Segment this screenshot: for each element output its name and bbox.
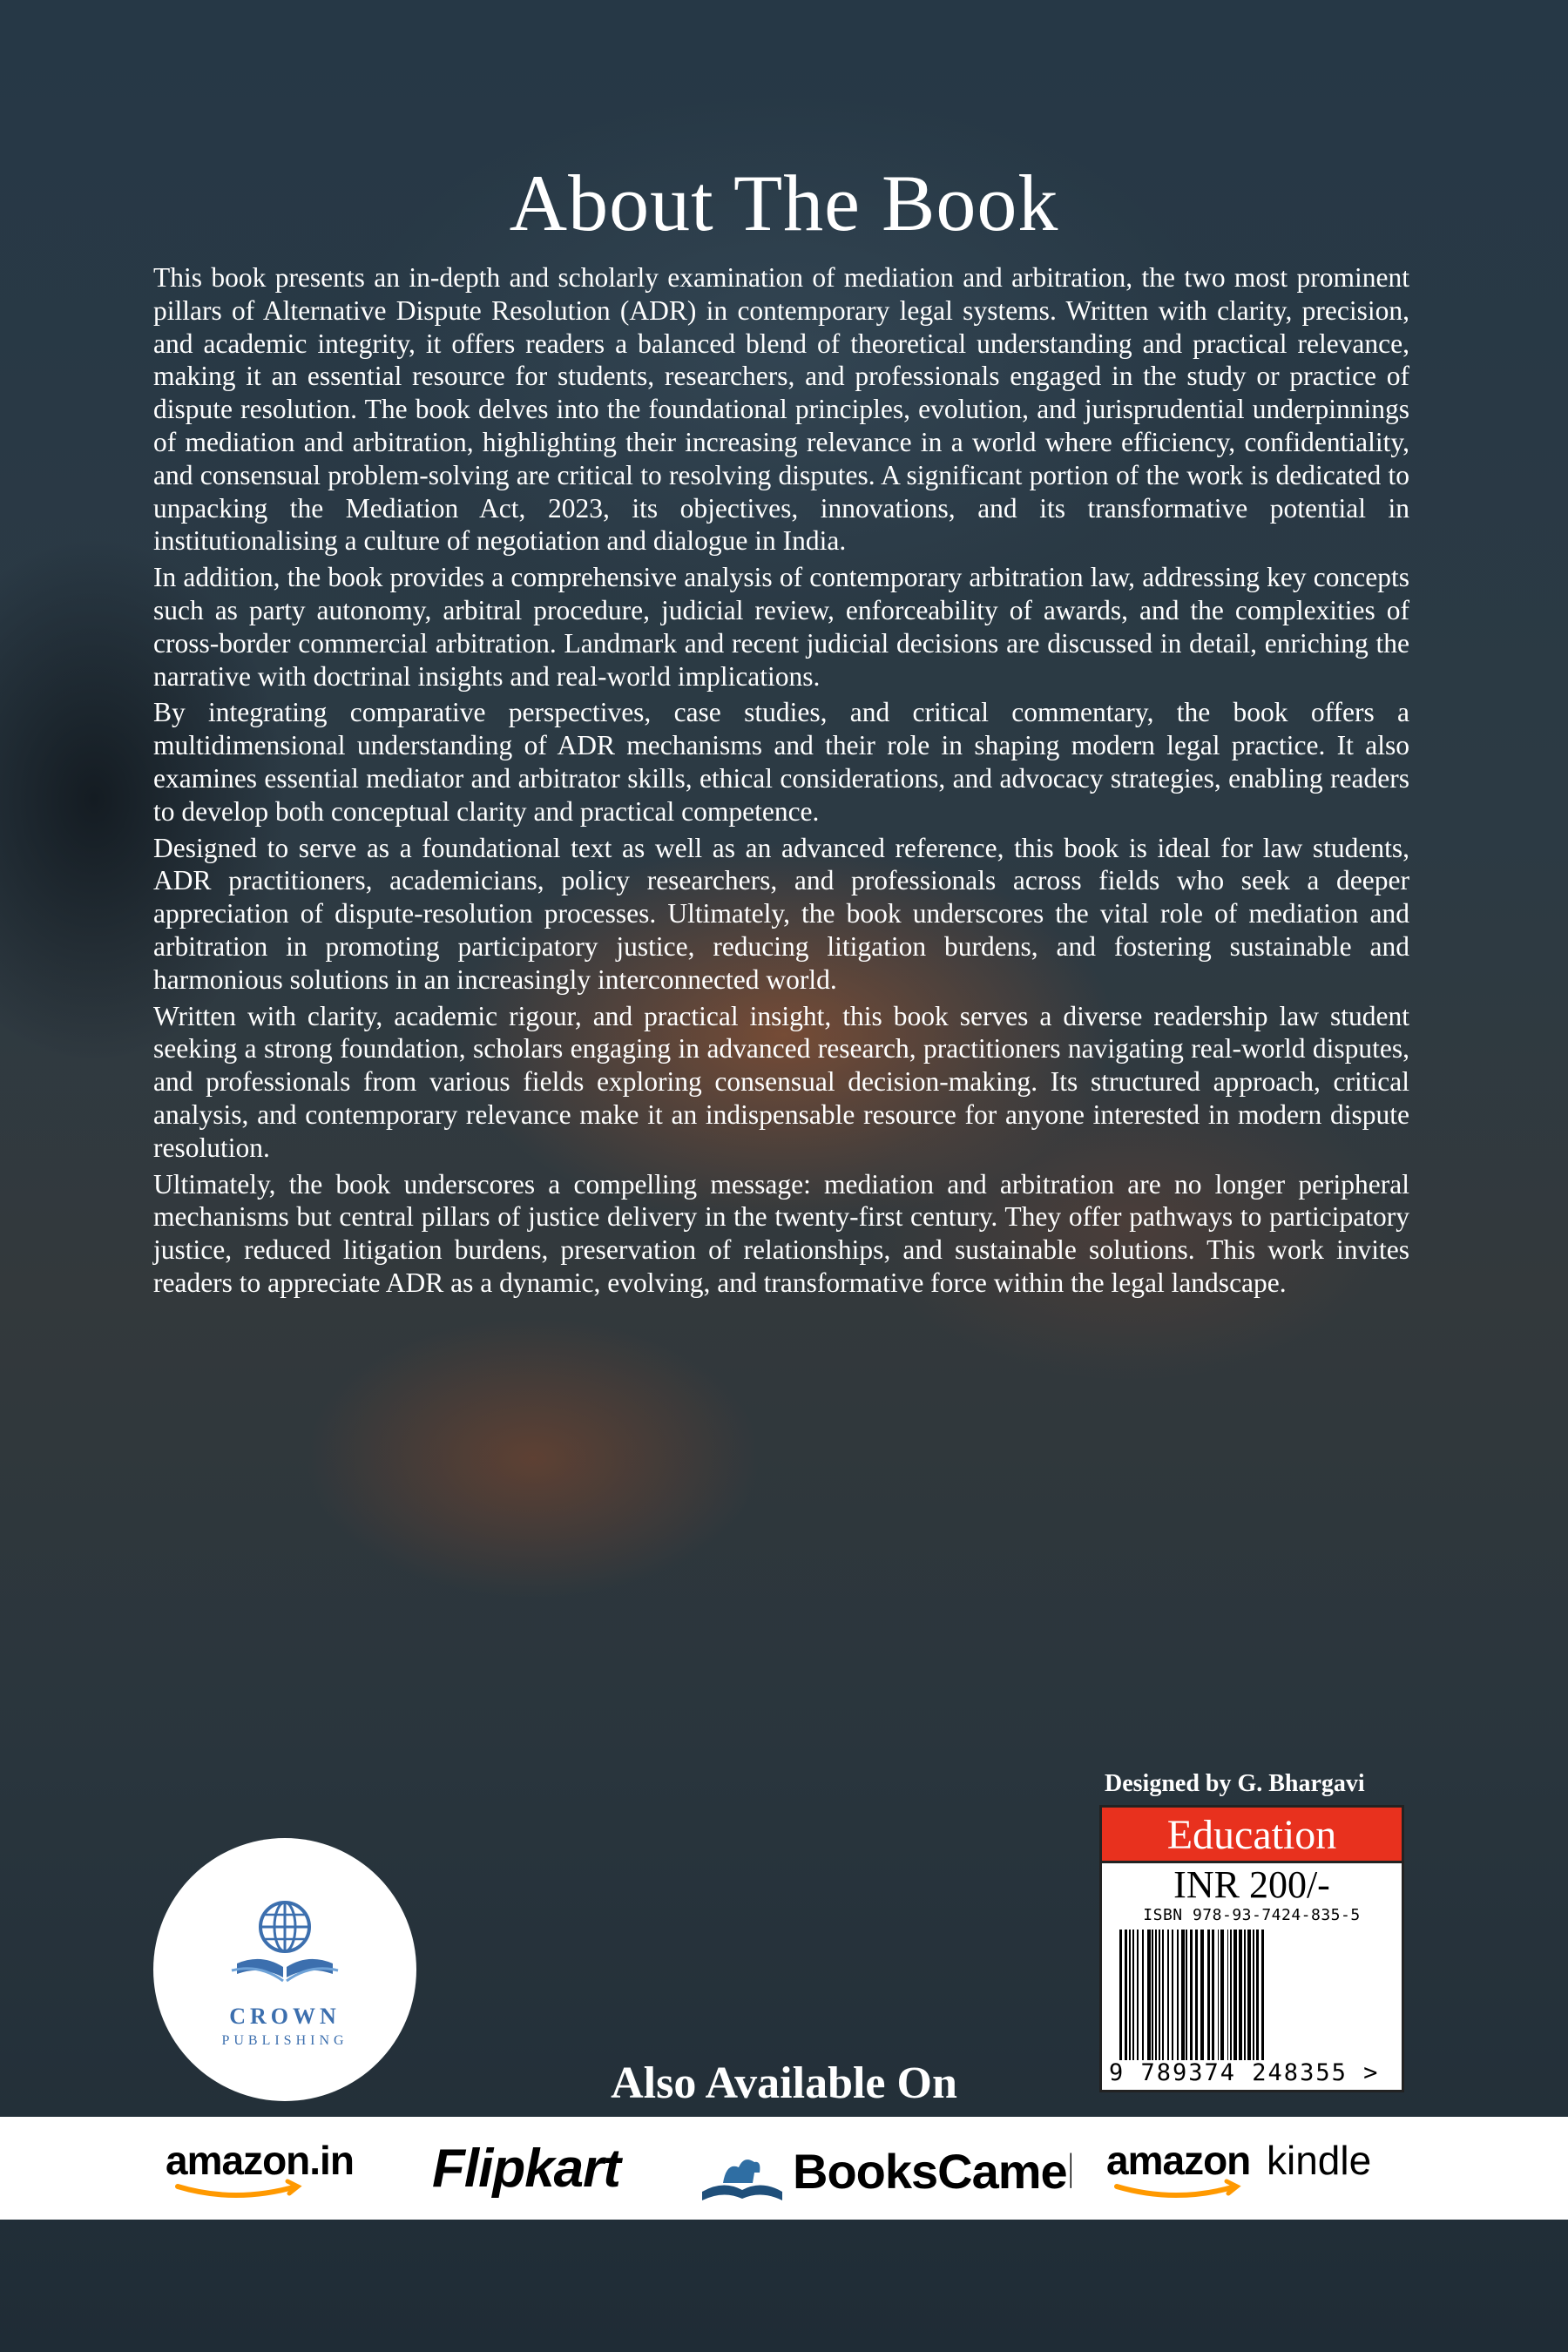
barcode-bar: [1220, 1930, 1224, 2060]
barcode-bar: [1137, 1930, 1139, 2060]
barcode-bar: [1253, 1930, 1254, 2060]
kindle-text: kindle: [1267, 2138, 1372, 2183]
amazon-in-text: amazon.in: [166, 2138, 354, 2183]
barcode-bar: [1261, 1930, 1264, 2060]
barcode-bar: [1132, 1930, 1134, 2060]
description-paragraph: By integrating comparative perspectives, case studies, and critical commentary, the book offers a multidimensional understanding of ADR mechanisms and their role in shaping modern legal practice. It also examines essential mediator and arbitrator skills, ethical considerations, and advocacy strategies, enabling readers to develop both conceptual clarity and practical competence.: [153, 697, 1409, 827]
barcode-bar: [1142, 1930, 1144, 2060]
publisher-name: CROWN: [229, 2004, 341, 2029]
flipkart-logo[interactable]: [432, 2117, 659, 2220]
price-isbn-box: [1099, 1805, 1404, 2092]
barcode-bar: [1172, 1930, 1173, 2060]
barcode-bar: [1186, 1930, 1187, 2060]
barcode-bar: [1195, 1930, 1198, 2060]
barcode-bar: [1207, 1930, 1210, 2060]
store-logos-bar: [0, 2117, 1568, 2220]
publisher-subtitle: PUBLISHING: [221, 2033, 348, 2048]
flipkart-text: Flipkart: [432, 2139, 620, 2199]
barcode-bar: [1162, 1930, 1164, 2060]
amazon-text: amazon: [1106, 2138, 1251, 2183]
category-label: Education: [1102, 1808, 1402, 1863]
isbn-text: ISBN 978-93-7424-835-5: [1143, 1906, 1361, 1924]
barcode-bar: [1227, 1930, 1228, 2060]
bookscamel-icon: [702, 2159, 782, 2200]
barcode-bar: [1244, 1930, 1246, 2060]
barcode-bar: [1247, 1930, 1251, 2060]
price-label: INR 200/-: [1173, 1863, 1330, 1906]
barcode-bar: [1256, 1930, 1259, 2060]
barcode-bar: [1239, 1930, 1242, 2060]
description-paragraph: This book presents an in-depth and scholarly examination of mediation and arbitration, the two most prominent pillars of Alternative Dispute Resolution (ADR) in contemporary legal systems. Written with clarity, precision, and academic integrity, it offers readers a balanced blend of theoretical understanding and practical relevance, making it an essential resource for students, researchers, and professionals engaged in the study or practice of dispute resolution. The book delves into the foundational principles, evolution, and jurisprudential underpinnings of mediation and arbitration, highlighting their increasing relevance in a world where efficiency, confidentiality, and consensual problem-solving are critical to resolving disputes. A significant portion of the work is dedicated to unpacking the Mediation Act, 2023, its objectives, innovations, and its transformative potential in institutionalising a culture of negotiation and dialogue in India.: [153, 262, 1409, 557]
barcode-bar: [1119, 1930, 1122, 2060]
amazon-kindle-logo[interactable]: [1106, 2117, 1420, 2220]
barcode-bar: [1218, 1930, 1219, 2060]
bookscamel-logo[interactable]: [697, 2117, 1071, 2220]
description-paragraph: Ultimately, the book underscores a compelling message: mediation and arbitration are no longer peripheral mechanisms but central pillars of justice delivery in the twenty-first century. They offer pathways to participatory justice, reduced litigation burdens, preservation of relationships, and sustainable solutions. This work invites readers to appreciate ADR as a dynamic, evolving, and transformative force within the legal landscape.: [153, 1168, 1409, 1298]
barcode-bar: [1129, 1930, 1131, 2060]
barcode-bar: [1159, 1930, 1160, 2060]
book-description: [153, 261, 1409, 1303]
description-paragraph: In addition, the book provides a comprehensive analysis of contemporary arbitration law, addressing key concepts such as party autonomy, arbitral procedure, judicial review, enforceability of awards, and the complexities of cross-border commercial arbitration. Landmark and recent judicial decisions are discussed in detail, enriching the narrative with doctrinal insights and real-world implications.: [153, 562, 1409, 692]
barcode-bar: [1167, 1930, 1169, 2060]
barcode-bar: [1181, 1930, 1185, 2060]
barcode-bar: [1125, 1930, 1127, 2060]
designer-credit: Designed by G. Bhargavi: [1105, 1770, 1365, 1797]
barcode-bar: [1230, 1930, 1232, 2060]
barcode-bar: [1190, 1930, 1193, 2060]
barcode-bar: [1155, 1930, 1157, 2060]
bookscamel-text: BooksCamel: [793, 2144, 1071, 2199]
amazon-in-logo[interactable]: [166, 2117, 392, 2220]
isbn-barcode: [1112, 1930, 1391, 2060]
description-paragraph: Written with clarity, academic rigour, and practical insight, this book serves a diverse readership law student seeking a strong foundation, scholars engaging in advanced research, practitioners navigating real-world disputes, and professionals from various fields exploring consensual decision-making. Its structured approach, critical analysis, and contemporary relevance make it an indispensable resource for anyone interested in modern dispute resolution.: [153, 1000, 1409, 1163]
barcode-bar: [1152, 1930, 1153, 2060]
page-title: About The Book: [509, 159, 1059, 247]
also-available-heading: Also Available On: [611, 2058, 957, 2108]
barcode-bar: [1212, 1930, 1214, 2060]
description-paragraph: Designed to serve as a foundational text as well as an advanced reference, this book is ideal for law students, ADR practitioners, academicians, policy researchers, and professionals across fields who seek a deeper appreciation of dispute-resolution processes. Ultimately, the book underscores the vital role of mediation and arbitration in promoting participatory justice, reducing litigation burdens, and fostering sustainable and harmonious solutions in an increasingly interconnected world.: [153, 832, 1409, 995]
globe-book-icon: [228, 1890, 341, 1995]
barcode-bar: [1147, 1930, 1151, 2060]
barcode-bar: [1233, 1930, 1237, 2060]
barcode-bar: [1177, 1930, 1179, 2060]
barcode-number: 9 789374 248355 >: [1109, 2059, 1380, 2086]
barcode-bar: [1200, 1930, 1204, 2060]
